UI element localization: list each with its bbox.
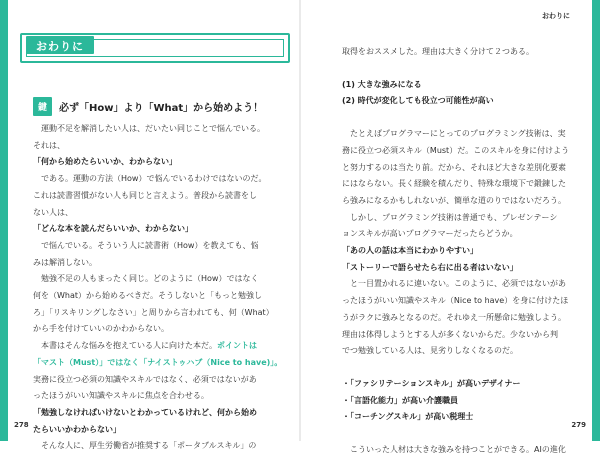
text-line-content: うがラクに強みとなるのだ。それゆえ一所懸命に勉強しよう。 — [342, 312, 566, 322]
text-line — [33, 372, 281, 389]
text-line — [342, 409, 574, 426]
text-line-content: そんな人に、厚生労働省が推奨する「ポータブルスキル」の — [41, 441, 257, 451]
text-line — [33, 355, 281, 372]
text-line-content: ・「ファシリテーションスキル」が高いデザイナー — [342, 378, 521, 388]
text-line-content: これは読書習慣がない人も同じと言えよう。普段から読書をし — [33, 190, 257, 200]
text-line — [342, 126, 574, 143]
text-line — [342, 442, 574, 459]
text-line-content: 取得をおススメした。理由は大きく分けて２つある。 — [342, 47, 534, 56]
text-line-content: (2) 時代が変化しても役立つ可能性が高い — [342, 96, 494, 106]
text-line — [33, 422, 281, 439]
text-line-content: ろ」「リスキリングしなさい」と周りから言われても、何（What） — [33, 307, 274, 317]
text-line-content: それは、 — [33, 140, 65, 150]
text-line — [342, 193, 574, 210]
text-line-content: 何を（What）から始めるべきだ。そうしないと「もっと勉強し — [33, 291, 263, 301]
text-line — [33, 138, 281, 155]
text-line — [342, 310, 574, 327]
text-line — [342, 143, 574, 160]
text-line-content: 「あの人の話は本当にわかりやすい」 — [342, 246, 478, 256]
text-line — [33, 238, 281, 255]
paragraph-gap — [342, 110, 574, 126]
text-line — [33, 338, 281, 355]
text-line-content: である。運動の方法（How）で悩んでいるわけではないのだ。 — [41, 174, 267, 184]
section-tag: おわりに — [26, 36, 94, 54]
text-line — [342, 376, 574, 393]
text-line-content: ・「コーチングスキル」が高い税理士 — [342, 412, 474, 422]
text-line-content: から手を付けていいのかわからない。 — [33, 324, 169, 334]
page-number-right: 279 — [571, 421, 586, 429]
text-line-content: しかし、プログラミング技術は普通でも、プレゼンテーシ — [350, 212, 558, 222]
text-line — [342, 77, 574, 94]
text-line-content: ・「言語化能力」が高い介護職員 — [342, 395, 458, 405]
text-line — [33, 321, 281, 338]
text-line — [33, 121, 281, 138]
text-line-content: ったほうがいい知識やスキルに焦点を合わせる。 — [33, 391, 209, 401]
text-line — [342, 44, 574, 61]
text-line-content: にはならない。長く経験を積んだり、特殊な環境下で鍛錬した — [342, 179, 566, 189]
key-icon: 鍵 — [33, 97, 52, 116]
text-line-content: みは解消しない。 — [33, 257, 97, 267]
text-line-content: ョンスキルが高いプログラマーだったらどうか。 — [342, 229, 518, 239]
text-line — [342, 176, 574, 193]
text-line-content: 理由は体得しようとする人が多くないからだ。少ないから判 — [342, 329, 558, 339]
text-line — [33, 221, 281, 238]
text-line — [33, 388, 281, 405]
text-line-content: で悩んでいる。そういう人に読書術（How）を教えても、悩 — [41, 240, 259, 250]
text-line — [342, 276, 574, 293]
text-line-content: 運動不足を解消したい人は、だいたい同じことで悩んでいる。 — [41, 124, 265, 133]
right-body-text — [342, 44, 574, 459]
text-line — [33, 171, 281, 188]
text-line — [33, 305, 281, 322]
text-line — [33, 188, 281, 205]
text-line — [33, 154, 281, 171]
text-line-content: こういった人材は大きな強みを持つことができる。AIの進化 — [350, 445, 566, 455]
text-line-content: 実務に役立つ必須の知識やスキルではなく、必須ではないがあ — [33, 374, 257, 384]
text-line — [342, 343, 574, 360]
text-line-content: たらいいかわからない」 — [33, 424, 121, 434]
text-line-content: ら強みになるかもしれないが、簡単な道のりではないだろう。 — [342, 195, 566, 205]
text-line — [342, 210, 574, 227]
text-line — [33, 255, 281, 272]
left-body-text — [33, 121, 281, 455]
text-line-content: 「マスト（Must）」ではなく「ナイストゥハブ（Nice to have)」。 — [33, 357, 283, 367]
text-line-content: (1) 大きな強みになる — [342, 79, 422, 89]
text-line-content: でつ勉強している人は、見劣りしなくなるのだ。 — [342, 346, 518, 356]
left-page — [0, 0, 299, 451]
text-line-content: 務に役立つ必須スキル（Must）だ。このスキルを身に付けよう — [342, 145, 570, 155]
text-line — [342, 226, 574, 243]
text-line — [33, 405, 281, 422]
text-line — [342, 160, 574, 177]
text-line-content: ない人は、 — [33, 207, 73, 217]
text-line-content: 「ストーリーで語らせたら右に出る者はいない」 — [342, 262, 518, 272]
text-line — [342, 327, 574, 344]
highlight-text: ポイントは — [217, 341, 257, 351]
text-line — [342, 93, 574, 110]
text-line-content: 本書はそんな悩みを抱えている人に向けた本だ。 — [41, 341, 217, 351]
heading-row — [33, 96, 283, 116]
right-edge-bar — [592, 0, 600, 441]
text-line — [33, 205, 281, 222]
text-line-content: たとえばプログラマーにとってのプログラミング技術は、実 — [350, 129, 566, 139]
heading-text: 必ず「How」より「What」から始めよう！ — [59, 102, 264, 114]
text-line-content: 「どんな本を読んだらいいか、わからない」 — [33, 224, 193, 234]
text-line — [342, 243, 574, 260]
left-edge-bar — [0, 0, 8, 441]
text-line-content: 「何から始めたらいいか、わからない」 — [33, 157, 177, 167]
paragraph-gap — [342, 360, 574, 376]
text-line-content: と一目置かれるに違いない。このように、必須ではないがあ — [350, 279, 566, 289]
page-number-left: 278 — [14, 421, 29, 429]
text-line — [342, 393, 574, 410]
text-line — [342, 260, 574, 277]
text-line — [342, 293, 574, 310]
text-line — [33, 438, 281, 455]
text-line-content: ったほうがいい知識やスキル（Nice to have）を身に付けたほ — [342, 296, 569, 306]
text-line-content: 「勉強しなければいけないとわかっているけれど、何から始め — [33, 407, 257, 417]
text-line-content: と努力するのは当たり前。だから、それほど大きな差別化要素 — [342, 162, 566, 172]
text-line-content: 勉強不足の人もまったく同じ。どのように（How）ではなく — [41, 274, 259, 284]
running-head: おわりに — [542, 12, 570, 20]
text-line — [33, 288, 281, 305]
text-line — [33, 271, 281, 288]
paragraph-gap — [342, 426, 574, 442]
paragraph-gap — [342, 61, 574, 77]
